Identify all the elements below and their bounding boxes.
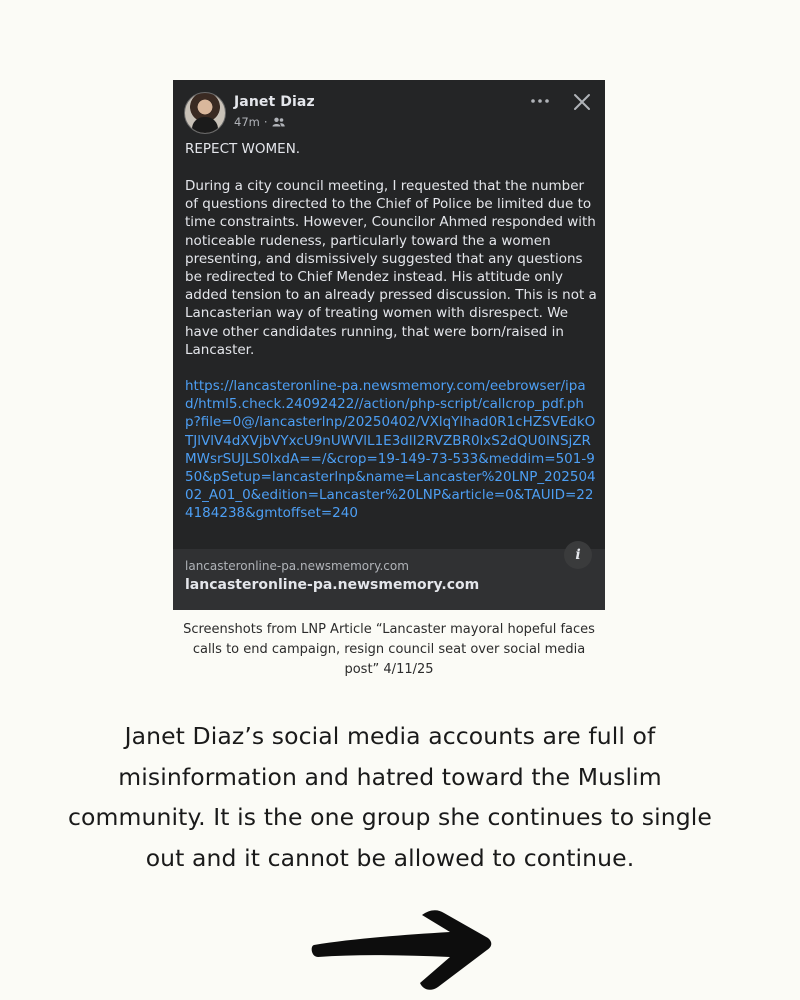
avatar[interactable] bbox=[184, 92, 226, 134]
facebook-post bbox=[173, 80, 605, 610]
meta-separator: · bbox=[263, 115, 268, 129]
avatar-figure bbox=[192, 117, 218, 134]
post-author[interactable]: Janet Diaz bbox=[234, 94, 315, 110]
info-button[interactable] bbox=[564, 541, 592, 569]
statement-text: Janet Diaz’s social media accounts are full of misinformation and hatred toward the Muslim community. It is the one group she continues to single out and it cannot be allowed to continue. bbox=[68, 722, 712, 872]
close-button[interactable] bbox=[573, 93, 591, 111]
post-meta bbox=[234, 115, 285, 129]
more-horizontal-icon bbox=[531, 99, 549, 103]
post-time[interactable]: 47m bbox=[234, 115, 260, 129]
info-icon: i bbox=[575, 547, 581, 563]
close-icon bbox=[573, 93, 591, 111]
link-preview-title: lancasteronline-pa.newsmemory.com bbox=[185, 577, 480, 593]
arrow-right-icon bbox=[310, 905, 495, 995]
post-title: REPECT WOMEN. bbox=[185, 141, 301, 157]
screenshot-caption: Screenshots from LNP Article “Lancaster mayoral hopeful faces calls to end campaign, resign council seat over social media post” 4/11/25 bbox=[183, 622, 595, 677]
post-body: During a city council meeting, I requested that the number of questions directed to the Chief of Police be limited due to time constraints. However, Councilor Ahmed responded with noticeable rudeness, particularly toward the a women presenting, and dismissively suggested that any questions be redirected to Chief Mendez instead. His attitude only added tension to an already pressed discussion. This is not a Lancasterian way of treating women with disrespect. We have other candidates running, that were born/raised in Lancaster. bbox=[185, 178, 597, 358]
link-preview-card[interactable] bbox=[173, 549, 605, 610]
friends-icon bbox=[272, 117, 285, 127]
link-preview-domain: lancasteronline-pa.newsmemory.com bbox=[185, 559, 409, 573]
post-link[interactable]: https://lancasteronline-pa.newsmemory.com/eebrowser/ipad/html5.check.24092422//action/php-script/callcrop_pdf.php?file=0@/lancasterlnp/20250402/VXlqYlhad0R1cHZSVEdkOTJlVlV4dXVjbVYxcU9nUWVlL1E3dlI2RVZBR0lxS2dQU0lNSjZRMWsrSUJLS0lxdA==/&crop=19-149-73-533&meddim=501-950&pSetup=lancasterlnp&name=Lancaster%20LNP_20250402_A01_0&edition=Lancaster%20LNP&article=0&TAUID=224184238&gmtoffset=240 bbox=[185, 378, 596, 522]
more-options-button[interactable] bbox=[529, 93, 551, 109]
